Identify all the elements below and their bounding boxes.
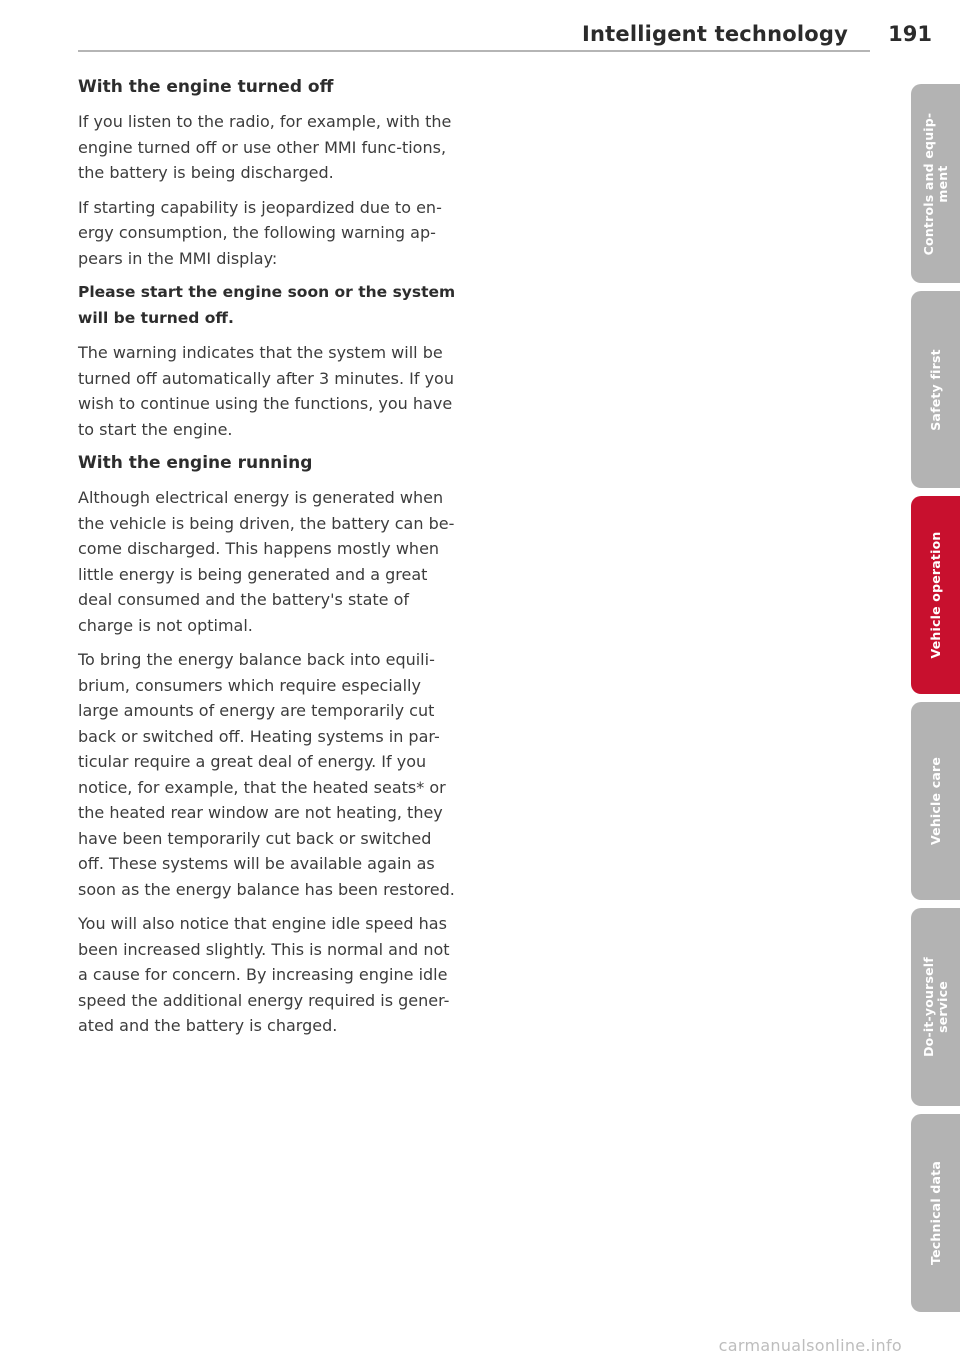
paragraph: If you listen to the radio, for example, with the engine turned off or use other MMI func-tions, the battery is being discharged. [78, 112, 452, 182]
tab-label: Safety first [927, 348, 943, 431]
tab-label: Do-it-yourself service [920, 957, 950, 1057]
page-number: 191 [888, 22, 932, 46]
tab-controls-and-equipment[interactable] [911, 84, 960, 283]
section-heading: With the engine running [78, 453, 313, 473]
paragraph: To bring the energy balance back into equili-brium, consumers which require especially large amounts of energy are temporarily cut back or switched off. Heating systems in par-ticular require a great deal of energy. If you notice, for example, that the heated seats* or the heated rear window are not heating, they have been temporarily cut back or switched off. These systems will be available again as soon as the energy balance has been restored. [78, 650, 455, 899]
tab-do-it-yourself-service[interactable] [911, 908, 960, 1106]
header-title: Intelligent technology [581, 22, 848, 46]
watermark: carmanualsonline.info [718, 1336, 902, 1355]
header-rule [78, 50, 870, 52]
tab-technical-data[interactable] [911, 1114, 960, 1312]
tab-label: Vehicle care [927, 756, 943, 846]
paragraph: Although electrical energy is generated when the vehicle is being driven, the battery can be-come discharged. This happens mostly when little energy is being generated and a great deal consumed and the battery's state of charge is not optimal. [78, 488, 455, 635]
section-heading: With the engine turned off [78, 77, 334, 97]
tab-label: Vehicle operation [927, 531, 943, 659]
tab-vehicle-care[interactable] [911, 702, 960, 900]
paragraph: If starting capability is jeopardized due to en-ergy consumption, the following warning ap-pears in the MMI display: [78, 197, 442, 268]
tab-label: Technical data [927, 1161, 943, 1265]
main-content [78, 75, 458, 1048]
tab-label: Controls and equip- ment [920, 112, 950, 255]
paragraph: You will also notice that engine idle speed has been increased slightly. This is normal and not a cause for concern. By increasing engine idle speed the additional energy required is gener-ated and the battery is charged. [78, 914, 450, 1035]
tab-safety-first[interactable] [911, 291, 960, 488]
display-warning-message: Please start the engine soon or the system will be turned off. [78, 283, 456, 327]
paragraph: The warning indicates that the system will be turned off automatically after 3 minutes. If you wish to continue using the functions, you have to start the engine. [78, 343, 454, 439]
tab-vehicle-operation[interactable] [911, 496, 960, 694]
